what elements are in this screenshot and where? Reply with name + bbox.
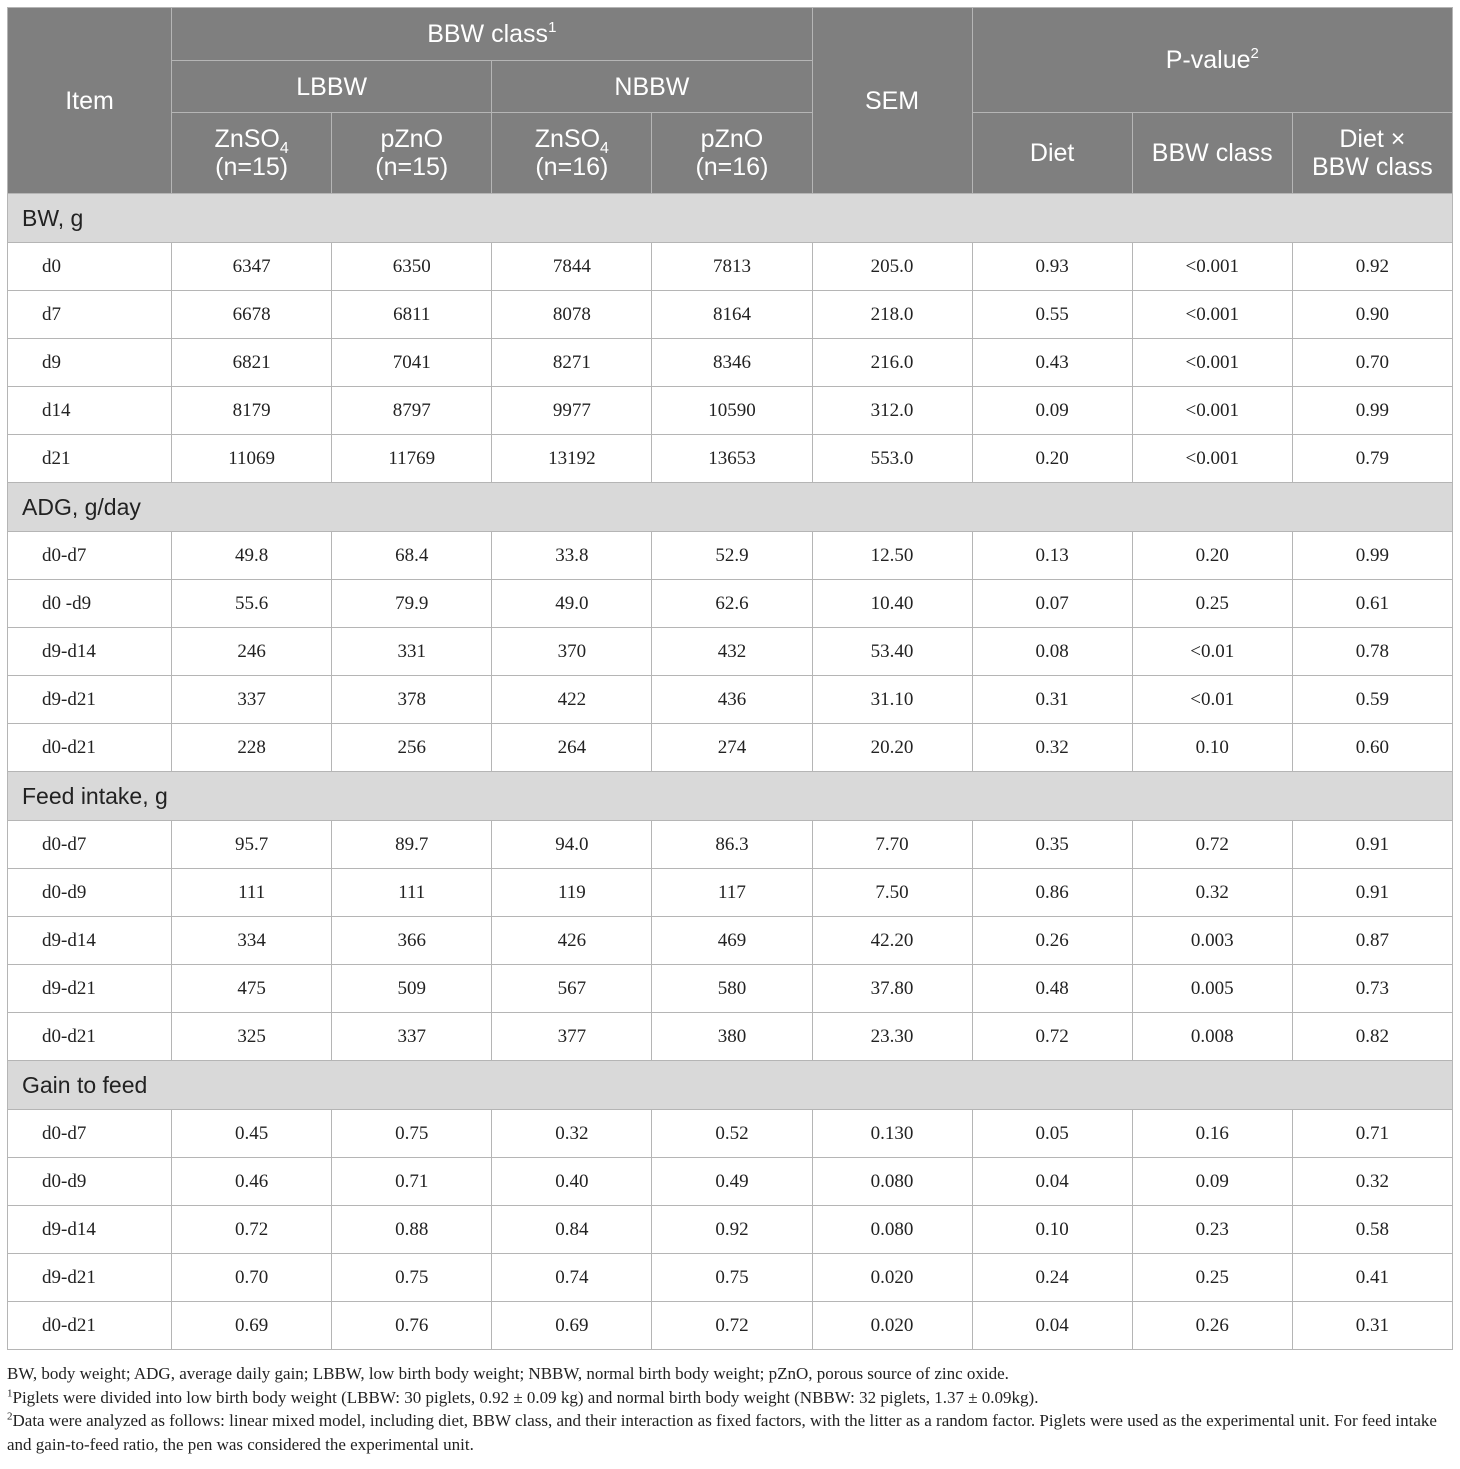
header-p-value-label: P-value xyxy=(1165,46,1251,74)
table-cell: 8179 xyxy=(172,387,332,435)
table-cell: 13192 xyxy=(492,435,652,483)
header-nbbw: NBBW xyxy=(492,61,812,113)
table-cell: 23.30 xyxy=(812,1013,972,1061)
table-cell: 9977 xyxy=(492,387,652,435)
table-cell: 0.90 xyxy=(1292,291,1452,339)
table-cell: 432 xyxy=(652,628,812,676)
table-cell: 205.0 xyxy=(812,243,972,291)
header-item: Item xyxy=(8,8,172,194)
pzno-label: pZnO xyxy=(700,125,764,153)
table-cell: 53.40 xyxy=(812,628,972,676)
row-label: d0-d7 xyxy=(8,821,172,869)
table-cell: 37.80 xyxy=(812,965,972,1013)
row-label: d9-d14 xyxy=(8,1206,172,1254)
table-cell: 0.26 xyxy=(1132,1302,1292,1350)
table-cell: 0.09 xyxy=(1132,1158,1292,1206)
table-cell: 0.71 xyxy=(1292,1110,1452,1158)
header-bbw-class-label: BBW class xyxy=(427,20,549,48)
table-cell: 0.55 xyxy=(972,291,1132,339)
row-label: d0-d7 xyxy=(8,532,172,580)
table-cell: 0.84 xyxy=(492,1206,652,1254)
section-title: BW, g xyxy=(8,194,1453,243)
table-cell: 475 xyxy=(172,965,332,1013)
table-cell: 469 xyxy=(652,917,812,965)
table-cell: 6821 xyxy=(172,339,332,387)
table-cell: 8797 xyxy=(332,387,492,435)
table-cell: 0.31 xyxy=(1292,1302,1452,1350)
table-cell: <0.001 xyxy=(1132,339,1292,387)
row-label: d14 xyxy=(8,387,172,435)
footnote-ref-2: 2 xyxy=(1250,44,1259,62)
table-cell: 0.59 xyxy=(1292,676,1452,724)
table-cell: 0.32 xyxy=(1292,1158,1452,1206)
table-cell: 7041 xyxy=(332,339,492,387)
table-cell: 6350 xyxy=(332,243,492,291)
table-cell: 370 xyxy=(492,628,652,676)
table-cell: 52.9 xyxy=(652,532,812,580)
table-row xyxy=(8,724,1453,772)
table-header xyxy=(8,8,1453,194)
table-row xyxy=(8,917,1453,965)
footnote-abbreviations: BW, body weight; ADG, average daily gain; LBBW, low birth body weight; NBBW, normal birth body weight; pZnO, porous source of zinc oxide. xyxy=(7,1364,1009,1383)
table-cell: 567 xyxy=(492,965,652,1013)
table-cell: 0.69 xyxy=(492,1302,652,1350)
table-cell: 8078 xyxy=(492,291,652,339)
table-cell: 0.99 xyxy=(1292,532,1452,580)
table-cell: <0.001 xyxy=(1132,243,1292,291)
table-cell: 8346 xyxy=(652,339,812,387)
table-cell: 0.73 xyxy=(1292,965,1452,1013)
table-cell: 0.080 xyxy=(812,1206,972,1254)
table-body xyxy=(8,194,1453,1350)
table-cell: 426 xyxy=(492,917,652,965)
section-title: Gain to feed xyxy=(8,1061,1453,1110)
footnote-2-text: Data were analyzed as follows: linear mixed model, including diet, BBW class, and their interaction as fixed factors, with the litter as a random factor. Piglets were used as the experimental unit. For feed intake and gain-to-feed ratio, the pen was considered the experimental unit. xyxy=(7,1411,1437,1454)
interaction-label-line1: Diet × xyxy=(1339,125,1406,153)
table-cell: 0.20 xyxy=(1132,532,1292,580)
row-label: d9-d21 xyxy=(8,1254,172,1302)
row-label: d0-d21 xyxy=(8,724,172,772)
row-label: d0 xyxy=(8,243,172,291)
table-cell: 6678 xyxy=(172,291,332,339)
table-cell: 312.0 xyxy=(812,387,972,435)
table-cell: 7813 xyxy=(652,243,812,291)
section-header-row xyxy=(8,483,1453,532)
table-cell: 49.0 xyxy=(492,580,652,628)
table-cell: 0.71 xyxy=(332,1158,492,1206)
znso4-label: ZnSO xyxy=(534,125,601,153)
table-row xyxy=(8,1254,1453,1302)
table-row xyxy=(8,387,1453,435)
group-size: (n=15) xyxy=(375,153,449,181)
table-cell: 0.92 xyxy=(652,1206,812,1254)
results-table xyxy=(7,7,1453,1350)
header-interaction xyxy=(1292,113,1452,194)
table-cell: 79.9 xyxy=(332,580,492,628)
table-row xyxy=(8,1158,1453,1206)
table-cell: 6347 xyxy=(172,243,332,291)
table-row xyxy=(8,821,1453,869)
table-cell: 0.020 xyxy=(812,1254,972,1302)
row-label: d0-d21 xyxy=(8,1013,172,1061)
section-header-row xyxy=(8,194,1453,243)
table-cell: 264 xyxy=(492,724,652,772)
table-cell: 0.60 xyxy=(1292,724,1452,772)
table-cell: 0.43 xyxy=(972,339,1132,387)
table-cell: 0.48 xyxy=(972,965,1132,1013)
table-cell: 7.50 xyxy=(812,869,972,917)
table-cell: 0.82 xyxy=(1292,1013,1452,1061)
table-cell: 0.35 xyxy=(972,821,1132,869)
table-cell: 0.72 xyxy=(652,1302,812,1350)
header-bbw: BBW class xyxy=(1132,113,1292,194)
table-cell: 0.75 xyxy=(652,1254,812,1302)
table-row xyxy=(8,580,1453,628)
table-cell: 0.080 xyxy=(812,1158,972,1206)
row-label: d9-d21 xyxy=(8,965,172,1013)
table-row xyxy=(8,628,1453,676)
table-cell: 0.41 xyxy=(1292,1254,1452,1302)
table-row xyxy=(8,1110,1453,1158)
table-row xyxy=(8,339,1453,387)
table-cell: 0.72 xyxy=(1132,821,1292,869)
table-cell: 33.8 xyxy=(492,532,652,580)
table-cell: 95.7 xyxy=(172,821,332,869)
table-cell: 216.0 xyxy=(812,339,972,387)
table-cell: 580 xyxy=(652,965,812,1013)
table-cell: 11069 xyxy=(172,435,332,483)
table-cell: 0.04 xyxy=(972,1302,1132,1350)
table-cell: 0.005 xyxy=(1132,965,1292,1013)
table-cell: <0.001 xyxy=(1132,435,1292,483)
table-cell: 0.020 xyxy=(812,1302,972,1350)
table-cell: 86.3 xyxy=(652,821,812,869)
footnote-1-text: Piglets were divided into low birth body weight (LBBW: 30 piglets, 0.92 ± 0.09 kg) and normal birth body weight (NBBW: 32 piglets, 1.37 ± 0.09kg). xyxy=(12,1387,1039,1407)
table-cell: 0.91 xyxy=(1292,821,1452,869)
table-cell: 0.08 xyxy=(972,628,1132,676)
footnote-ref-1: 1 xyxy=(548,18,557,36)
row-label: d9-d14 xyxy=(8,917,172,965)
table-cell: 228 xyxy=(172,724,332,772)
table-cell: 325 xyxy=(172,1013,332,1061)
table-cell: 0.49 xyxy=(652,1158,812,1206)
section-title: Feed intake, g xyxy=(8,772,1453,821)
table-cell: <0.01 xyxy=(1132,628,1292,676)
table-cell: 380 xyxy=(652,1013,812,1061)
table-cell: 0.61 xyxy=(1292,580,1452,628)
footnote-2 xyxy=(7,1409,1453,1456)
table-row xyxy=(8,965,1453,1013)
table-cell: 0.16 xyxy=(1132,1110,1292,1158)
table-cell: 0.58 xyxy=(1292,1206,1452,1254)
table-cell: 68.4 xyxy=(332,532,492,580)
table-cell: 55.6 xyxy=(172,580,332,628)
table-cell: 111 xyxy=(172,869,332,917)
footnote-2-mark: 2 xyxy=(7,1410,13,1423)
table-cell: 0.75 xyxy=(332,1254,492,1302)
group-size: (n=16) xyxy=(535,153,609,181)
table-cell: 0.75 xyxy=(332,1110,492,1158)
group-size: (n=16) xyxy=(695,153,769,181)
table-cell: 0.003 xyxy=(1132,917,1292,965)
section-title: ADG, g/day xyxy=(8,483,1453,532)
section-header-row xyxy=(8,1061,1453,1110)
table-cell: 0.130 xyxy=(812,1110,972,1158)
table-cell: 0.86 xyxy=(972,869,1132,917)
table-cell: 509 xyxy=(332,965,492,1013)
table-cell: 0.79 xyxy=(1292,435,1452,483)
table-cell: 0.76 xyxy=(332,1302,492,1350)
table-cell: 0.69 xyxy=(172,1302,332,1350)
table-cell: 218.0 xyxy=(812,291,972,339)
table-cell: 0.26 xyxy=(972,917,1132,965)
table-cell: 7844 xyxy=(492,243,652,291)
row-label: d0-d9 xyxy=(8,869,172,917)
row-label: d21 xyxy=(8,435,172,483)
table-cell: 0.25 xyxy=(1132,580,1292,628)
footnotes xyxy=(7,1362,1453,1456)
row-label: d7 xyxy=(8,291,172,339)
table-cell: 331 xyxy=(332,628,492,676)
table-cell: 6811 xyxy=(332,291,492,339)
table-container xyxy=(7,7,1453,1456)
table-cell: 0.09 xyxy=(972,387,1132,435)
header-nbbw-znso4 xyxy=(492,113,652,194)
table-cell: 0.23 xyxy=(1132,1206,1292,1254)
table-cell: 334 xyxy=(172,917,332,965)
header-lbbw-znso4 xyxy=(172,113,332,194)
table-cell: 0.99 xyxy=(1292,387,1452,435)
row-label: d0-d7 xyxy=(8,1110,172,1158)
table-cell: 0.87 xyxy=(1292,917,1452,965)
table-cell: 20.20 xyxy=(812,724,972,772)
table-cell: 31.10 xyxy=(812,676,972,724)
table-cell: 0.20 xyxy=(972,435,1132,483)
row-label: d9-d21 xyxy=(8,676,172,724)
table-cell: 12.50 xyxy=(812,532,972,580)
table-row xyxy=(8,532,1453,580)
table-cell: 0.32 xyxy=(1132,869,1292,917)
table-cell: 0.78 xyxy=(1292,628,1452,676)
table-cell: 256 xyxy=(332,724,492,772)
footnote-1 xyxy=(7,1386,1453,1410)
header-p-value xyxy=(972,8,1452,113)
table-cell: 10.40 xyxy=(812,580,972,628)
row-label: d0-d9 xyxy=(8,1158,172,1206)
table-cell: 62.6 xyxy=(652,580,812,628)
table-cell: 0.008 xyxy=(1132,1013,1292,1061)
table-row xyxy=(8,676,1453,724)
table-cell: <0.001 xyxy=(1132,387,1292,435)
table-cell: 0.07 xyxy=(972,580,1132,628)
table-cell: 0.31 xyxy=(972,676,1132,724)
table-cell: 8164 xyxy=(652,291,812,339)
row-label: d0 -d9 xyxy=(8,580,172,628)
table-cell: 49.8 xyxy=(172,532,332,580)
table-row xyxy=(8,435,1453,483)
table-cell: 42.20 xyxy=(812,917,972,965)
table-cell: 119 xyxy=(492,869,652,917)
table-cell: 0.92 xyxy=(1292,243,1452,291)
row-label: d9-d14 xyxy=(8,628,172,676)
znso4-subscript: 4 xyxy=(600,140,609,157)
table-cell: 111 xyxy=(332,869,492,917)
table-cell: <0.01 xyxy=(1132,676,1292,724)
table-cell: 0.10 xyxy=(1132,724,1292,772)
pzno-label: pZnO xyxy=(380,125,444,153)
header-nbbw-pzno xyxy=(652,113,812,194)
group-size: (n=15) xyxy=(215,153,289,181)
table-cell: 0.32 xyxy=(492,1110,652,1158)
table-row xyxy=(8,291,1453,339)
znso4-label: ZnSO xyxy=(214,125,280,153)
table-cell: 11769 xyxy=(332,435,492,483)
table-cell: 337 xyxy=(172,676,332,724)
table-row xyxy=(8,1302,1453,1350)
table-cell: 0.04 xyxy=(972,1158,1132,1206)
table-cell: 246 xyxy=(172,628,332,676)
header-lbbw: LBBW xyxy=(172,61,492,113)
table-cell: 0.52 xyxy=(652,1110,812,1158)
table-cell: 337 xyxy=(332,1013,492,1061)
header-lbbw-pzno xyxy=(332,113,492,194)
table-cell: 0.25 xyxy=(1132,1254,1292,1302)
table-cell: 553.0 xyxy=(812,435,972,483)
row-label: d0-d21 xyxy=(8,1302,172,1350)
table-cell: 13653 xyxy=(652,435,812,483)
row-label: d9 xyxy=(8,339,172,387)
table-cell: 274 xyxy=(652,724,812,772)
header-bbw-class xyxy=(172,8,812,61)
table-row xyxy=(8,243,1453,291)
table-cell: 0.10 xyxy=(972,1206,1132,1254)
table-cell: 0.13 xyxy=(972,532,1132,580)
table-cell: 0.45 xyxy=(172,1110,332,1158)
table-cell: <0.001 xyxy=(1132,291,1292,339)
table-cell: 0.40 xyxy=(492,1158,652,1206)
footnote-1-mark: 1 xyxy=(7,1386,13,1399)
table-cell: 377 xyxy=(492,1013,652,1061)
table-cell: 10590 xyxy=(652,387,812,435)
header-sem: SEM xyxy=(812,8,972,194)
table-cell: 7.70 xyxy=(812,821,972,869)
table-row xyxy=(8,1206,1453,1254)
table-cell: 0.91 xyxy=(1292,869,1452,917)
section-header-row xyxy=(8,772,1453,821)
table-row xyxy=(8,869,1453,917)
table-cell: 0.70 xyxy=(1292,339,1452,387)
table-cell: 366 xyxy=(332,917,492,965)
table-cell: 378 xyxy=(332,676,492,724)
table-cell: 0.74 xyxy=(492,1254,652,1302)
table-cell: 0.70 xyxy=(172,1254,332,1302)
table-cell: 0.72 xyxy=(972,1013,1132,1061)
table-cell: 422 xyxy=(492,676,652,724)
table-cell: 436 xyxy=(652,676,812,724)
table-cell: 94.0 xyxy=(492,821,652,869)
table-cell: 0.05 xyxy=(972,1110,1132,1158)
table-cell: 0.93 xyxy=(972,243,1132,291)
table-cell: 0.88 xyxy=(332,1206,492,1254)
interaction-label-line2: BBW class xyxy=(1311,153,1433,181)
table-cell: 89.7 xyxy=(332,821,492,869)
table-cell: 0.72 xyxy=(172,1206,332,1254)
table-cell: 8271 xyxy=(492,339,652,387)
table-row xyxy=(8,1013,1453,1061)
znso4-subscript: 4 xyxy=(279,140,289,157)
table-cell: 117 xyxy=(652,869,812,917)
table-cell: 0.24 xyxy=(972,1254,1132,1302)
header-diet: Diet xyxy=(972,113,1132,194)
table-cell: 0.32 xyxy=(972,724,1132,772)
table-cell: 0.46 xyxy=(172,1158,332,1206)
